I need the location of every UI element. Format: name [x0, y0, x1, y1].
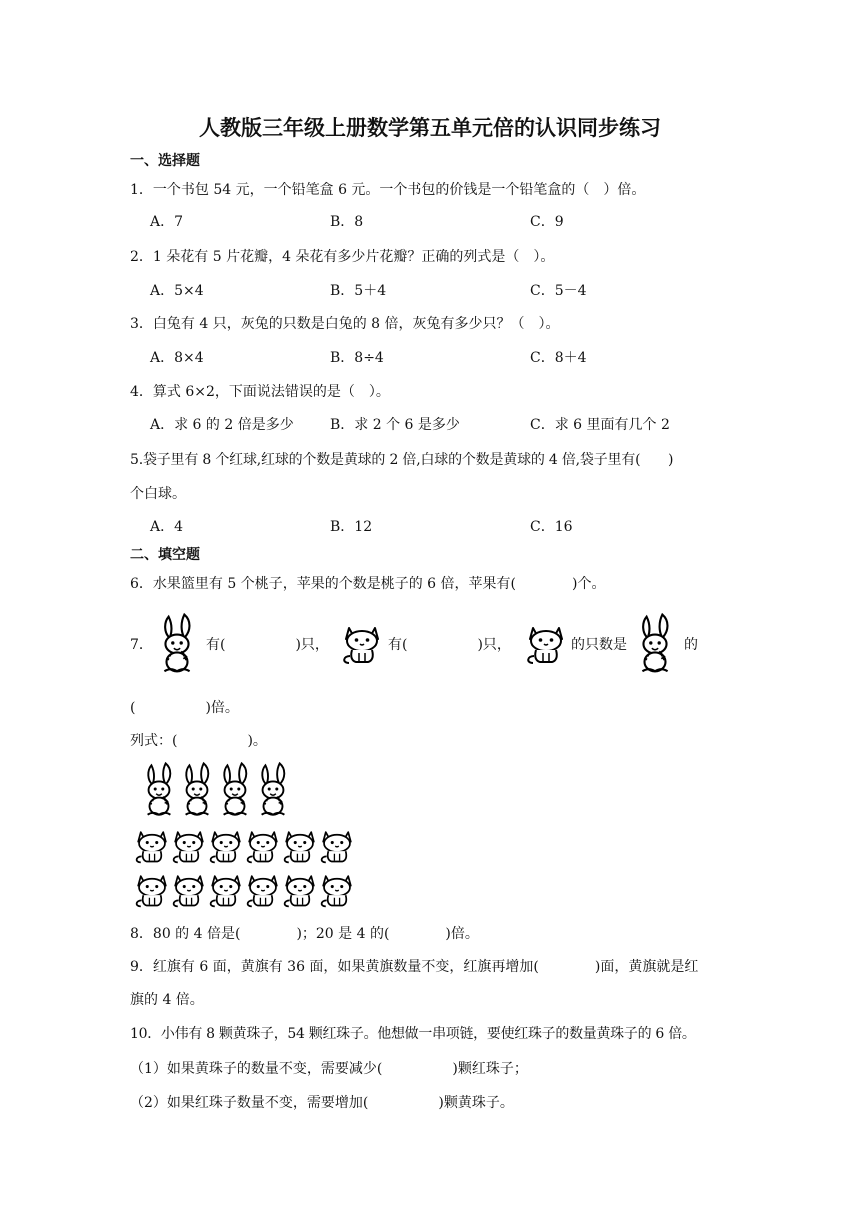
rabbit-icon: [178, 760, 216, 820]
question-1-option-c: C．9: [530, 214, 564, 230]
question-7-part-2: 有( )只，: [388, 637, 511, 653]
question-7-line-2: ( )倍。: [130, 700, 239, 716]
question-2-option-a: A．5×4: [150, 283, 204, 299]
cat-icon: [133, 871, 171, 909]
question-5-line-2: 个白球。: [130, 486, 186, 502]
question-7-number: 7．: [130, 637, 153, 653]
question-3-option-c: C．8＋4: [530, 350, 587, 366]
question-1: 1．一个书包 54 元，一个铅笔盒 6 元。一个书包的价钱是一个铅笔盒的（ ）倍。: [130, 182, 646, 198]
question-10-sub-2: （2）如果红珠子数量不变，需要增加( )颗黄珠子。: [130, 1095, 514, 1111]
rabbit-icon: [254, 760, 292, 820]
rabbit-icon: [216, 760, 254, 820]
question-4: 4．算式 6×2，下面说法错误的是（ ）。: [130, 384, 390, 400]
question-10-sub-1: （1）如果黄珠子的数量不变，需要减少( )颗红珠子；: [130, 1061, 528, 1077]
question-9-line-1: 9．红旗有 6 面，黄旗有 36 面，如果黄旗数量不变，红旗再增加( )面，黄旗就是红: [130, 959, 699, 975]
cat-icon: [318, 871, 356, 909]
question-5-option-b: B．12: [330, 519, 373, 535]
cat-icon: [207, 871, 245, 909]
cat-icon: [281, 871, 319, 909]
section-choice-heading: 一、选择题: [130, 153, 200, 169]
question-2-option-c: C．5－4: [530, 283, 587, 299]
question-3: 3．白兔有 4 只，灰兔的只数是白兔的 8 倍，灰兔有多少只？（ ）。: [130, 316, 560, 332]
cat-icon: [340, 622, 384, 666]
question-2-option-b: B．5＋4: [330, 283, 387, 299]
question-5-option-c: C．16: [530, 519, 573, 535]
cat-icon: [244, 827, 282, 865]
question-4-option-b: B．求 2 个 6 是多少: [330, 417, 460, 433]
cat-icon: [170, 871, 208, 909]
cat-icon: [170, 827, 208, 865]
question-6: 6．水果篮里有 5 个桃子，苹果的个数是桃子的 6 倍，苹果有( )个。: [130, 576, 606, 592]
question-7-part-1: 有( )只，: [206, 637, 329, 653]
question-3-option-a: A．8×4: [150, 350, 204, 366]
question-9-line-2: 旗的 4 倍。: [130, 992, 204, 1008]
page-title: 人教版三年级上册数学第五单元倍的认识同步练习: [199, 115, 661, 140]
rabbit-icon: [140, 760, 178, 820]
section-fill-heading: 二、填空题: [130, 547, 200, 563]
question-7-part-3: 的只数是: [571, 637, 627, 653]
question-1-option-b: B．8: [330, 214, 364, 230]
rabbit-icon: [634, 612, 676, 676]
question-5-line-1: 5.袋子里有 8 个红球,红球的个数是黄球的 2 倍,白球的个数是黄球的 4 倍,袋子里有( ): [130, 452, 674, 468]
rabbit-icon: [156, 612, 198, 676]
question-4-option-a: A．求 6 的 2 倍是多少: [150, 417, 294, 433]
cat-icon: [244, 871, 282, 909]
question-2: 2．1 朵花有 5 片花瓣，4 朵花有多少片花瓣？正确的列式是（ ）。: [130, 249, 555, 265]
question-5-option-a: A．4: [150, 519, 184, 535]
cat-icon: [133, 827, 171, 865]
question-7-part-4: 的: [684, 637, 698, 653]
cat-icon: [281, 827, 319, 865]
question-10: 10．小伟有 8 颗黄珠子，54 颗红珠子。他想做一串项链，要使红珠子的数量黄珠子的 6 倍。: [130, 1026, 696, 1042]
question-4-option-c: C．求 6 里面有几个 2: [530, 417, 670, 433]
cat-icon: [318, 827, 356, 865]
question-1-option-a: A．7: [150, 214, 184, 230]
question-7-formula: 列式：( )。: [130, 733, 267, 749]
question-3-option-b: B．8÷4: [330, 350, 384, 366]
cat-icon: [524, 622, 568, 666]
cat-icon: [207, 827, 245, 865]
question-8: 8．80 的 4 倍是( )；20 是 4 的( )倍。: [130, 926, 479, 942]
